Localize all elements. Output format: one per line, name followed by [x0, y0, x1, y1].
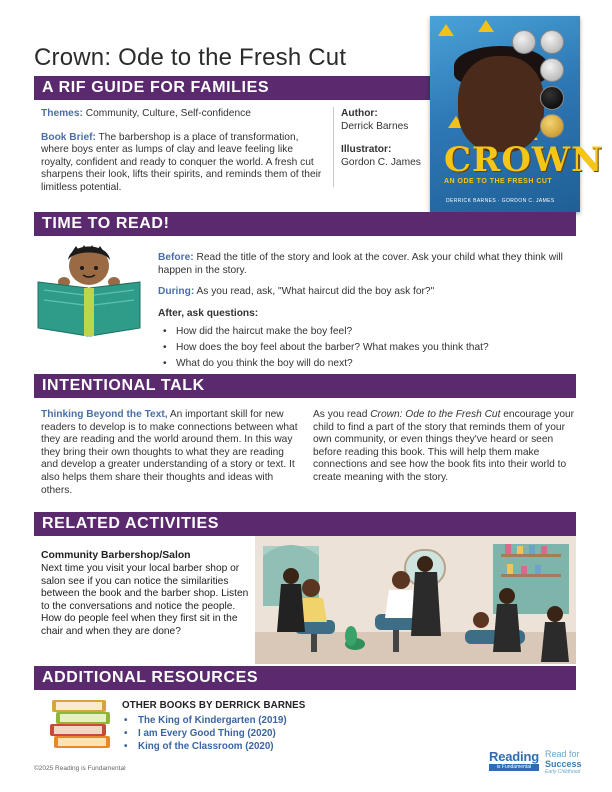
- illustrator-label: Illustrator:: [341, 144, 392, 156]
- as-you-read-paragraph: [313, 409, 576, 485]
- rif-logo-sub: is Fundamental: [489, 764, 539, 771]
- author-column: [341, 108, 441, 169]
- copyright: ©2025 Reading is Fundamental: [34, 765, 126, 772]
- during-value: As you read, ask, "What haircut did the boy ask for?": [194, 286, 435, 298]
- award-medal-icon: [540, 114, 564, 138]
- time-to-read-content: [158, 252, 576, 371]
- as-you-read-suffix: encourage your child to find a part of the story that reminds them of your own community, or even things they've heard or seen before reading this book. This will help them make connections and see how the book fits into their world to create meaning with the story.: [313, 409, 575, 483]
- author-value: Derrick Barnes: [341, 120, 409, 132]
- resources-heading: OTHER BOOKS BY DERRICK BARNES: [122, 700, 306, 711]
- illustrator-group: [341, 144, 441, 169]
- page-title: Crown: Ode to the Fresh Cut: [34, 44, 347, 71]
- before-value: Read the title of the story and look at the cover. Ask your child what they think will happen in the story.: [158, 252, 563, 276]
- themes-label: Themes:: [41, 108, 83, 119]
- list-item: • How does the boy feel about the barber? What makes you think that?: [158, 340, 576, 356]
- as-you-read-prefix: As you read: [313, 409, 371, 420]
- book-brief: [41, 132, 327, 195]
- rfs-logo-line1: Read for: [545, 749, 580, 759]
- book-brief-value: The barbershop is a place of transformation, where boys enter as lumps of clay and leave feeling like royalty, confident and ready to conquer the world. A fresh cut sharpens their look, lifts their spirits, and reminds them of their limitless potential.: [41, 131, 322, 193]
- child-reading-icon: [34, 238, 144, 338]
- book-brief-label: Book Brief:: [41, 131, 96, 143]
- book-list: [122, 714, 305, 754]
- list-item: • How did the haircut make the boy feel?: [158, 324, 576, 340]
- section-bar-guide: A RIF GUIDE FOR FAMILIES: [34, 76, 430, 100]
- award-medal-icon: [540, 86, 564, 110]
- book-title-inline: Crown: Ode to the Fresh Cut: [370, 409, 501, 420]
- additional-resources-list: [122, 700, 305, 754]
- section-bar-intentional-talk: INTENTIONAL TALK: [34, 374, 576, 398]
- book-cover-image: [430, 16, 604, 212]
- section-bar-additional-resources: ADDITIONAL RESOURCES: [34, 666, 576, 690]
- cover-byline: DERRICK BARNES · GORDON C. JAMES: [446, 198, 555, 204]
- themes-line: [41, 108, 327, 121]
- during-line: [158, 286, 576, 299]
- list-item[interactable]: • I am Every Good Thing (2020): [122, 727, 305, 740]
- illustrator-value: Gordon C. James: [341, 156, 421, 168]
- cover-title: CROWN: [444, 140, 604, 180]
- question-list: [158, 324, 576, 371]
- after-label: After, ask questions:: [158, 307, 259, 319]
- section-bar-time-to-read: TIME TO READ!: [34, 212, 576, 236]
- thinking-beyond-text: [41, 409, 303, 497]
- column-divider: [333, 107, 334, 187]
- during-label: During:: [158, 286, 195, 298]
- cover-subtitle: AN ODE TO THE FRESH CUT: [444, 178, 553, 185]
- rfs-logo-line2: Success: [545, 758, 582, 769]
- list-item[interactable]: • The King of Kindergarten (2019): [122, 714, 305, 727]
- after-group: [158, 308, 576, 371]
- section-bar-related-activities: RELATED ACTIVITIES: [34, 512, 576, 536]
- activity-heading: Community Barbershop/Salon: [41, 550, 191, 561]
- themes-column: [41, 108, 327, 195]
- thinking-label: Thinking Beyond the Text,: [41, 409, 168, 420]
- activity-body: Next time you visit your local barber shop or salon see if you can notice the similarities between the book and the barber shop. Listen to the conversations and notice the people. How do people feel when they first sit in the chair and when they are done?: [41, 563, 249, 637]
- activity-text: [41, 550, 255, 639]
- list-item: • What do you think the boy will do next?: [158, 356, 576, 372]
- award-medal-icon: [512, 30, 536, 54]
- thinking-value: An important skill for new readers to develop is to make connections between what they are reading and the world around them. In this way they bring their own thoughts to what they are reading and develop a greater understanding of a story or text. It also helps them share their thoughts and ideas with others.: [41, 409, 298, 496]
- rif-logo-main: Reading: [489, 749, 539, 764]
- crown-icon: [438, 24, 454, 36]
- rfs-logo-line3: Early Childhood: [545, 769, 581, 775]
- author-label: Author:: [341, 108, 378, 119]
- crown-icon: [478, 20, 494, 32]
- book-stack-icon: [50, 698, 114, 750]
- before-label: Before:: [158, 252, 194, 263]
- themes-value: Community, Culture, Self-confidence: [82, 108, 251, 119]
- award-medal-icon: [540, 58, 564, 82]
- barbershop-illustration: [255, 536, 576, 664]
- list-item[interactable]: • King of the Classroom (2020): [122, 740, 305, 753]
- read-for-success-logo: [545, 750, 595, 775]
- before-line: [158, 252, 576, 277]
- author-group: [341, 108, 441, 133]
- rif-logo: [489, 750, 539, 771]
- award-medal-icon: [540, 30, 564, 54]
- cover-boy-face: [458, 56, 544, 152]
